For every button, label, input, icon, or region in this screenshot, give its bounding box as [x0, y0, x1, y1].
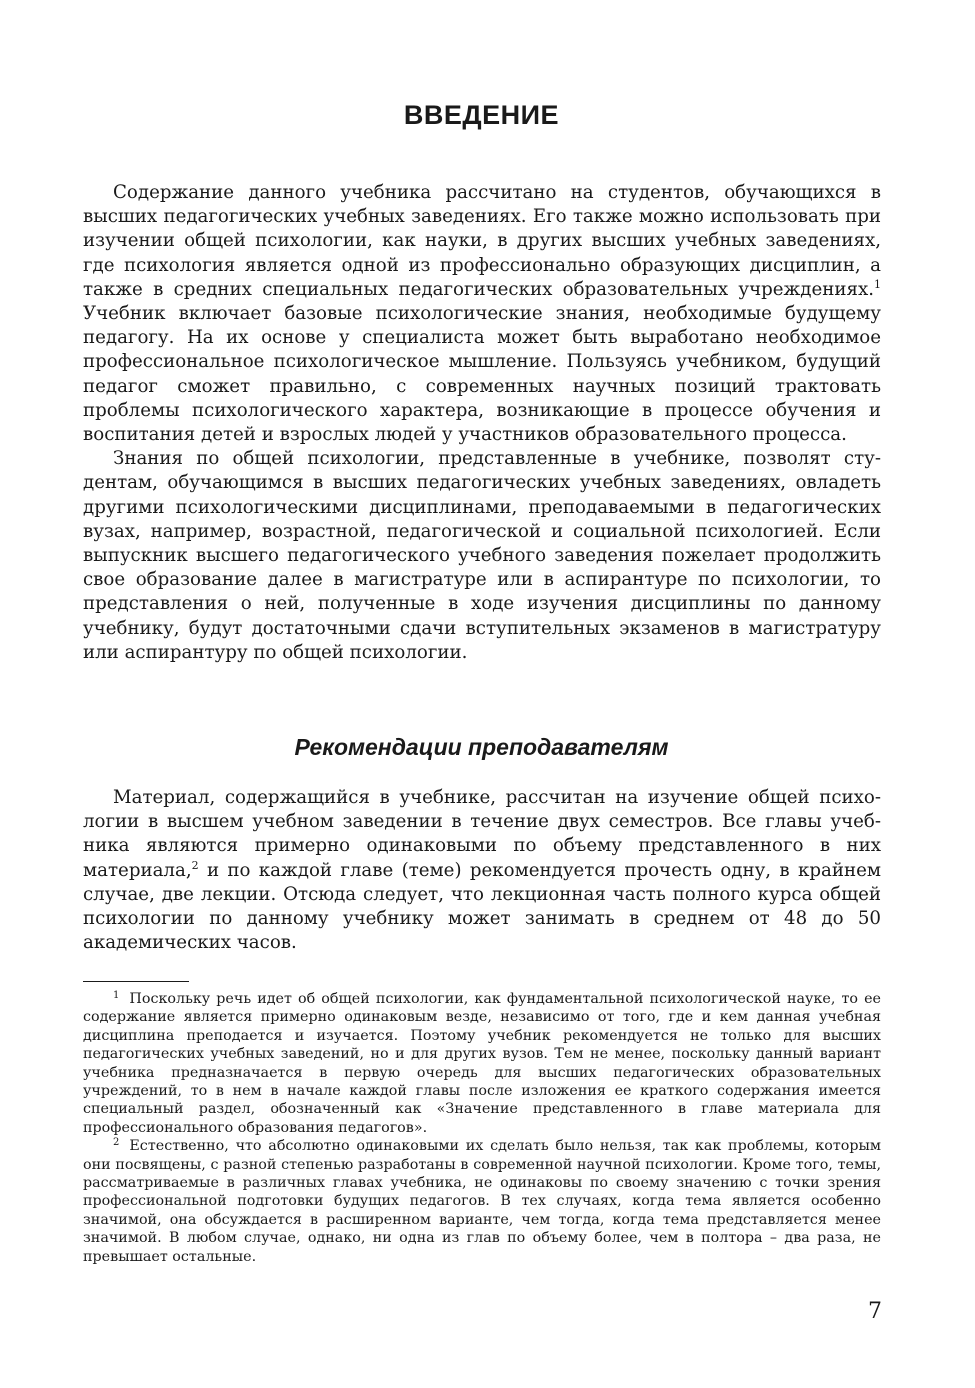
footnote-ref-1: 1 — [874, 277, 881, 291]
footnotes — [83, 990, 881, 1266]
intro-paragraph-1 — [83, 181, 881, 447]
footnote-2-mark: 2 — [113, 1137, 120, 1149]
intro-paragraph-1-text-a: Содержание данного учебника рассчитано на студентов, обучающихся в высших педагогических учебных заведениях. Его также можно использовать при изучении общей психологии, как науки, в других высших учебных заведениях, где психология является одной из профессионально образующих дисциплин, а также в средних специальных педагогических образовательных учреждениях. — [83, 182, 881, 300]
recommendations-text-b: и по каждой главе (теме) рекомендуется прочесть одну, в крайнем случае, две лекции. Отсюда следует, что лекционная часть полного курса общей психологии по данному учебнику может занимать в среднем от 48 до 50 академических часов. — [83, 859, 881, 954]
footnote-1-mark: 1 — [113, 990, 120, 1001]
footnote-divider — [83, 981, 189, 982]
intro-paragraph-1-text-b: Учебник включает базовые психологические знания, необходимые будущему педагогу. На их основе у специалиста может быть выработано необходимое профессиональное психологическое мышление. Пользуясь учебником, будущий педагог сможет правильно, с современных научных позиций трактовать проблемы психологического характера, возникающие в процессе обучения и воспитания детей и взрослых людей у участников образовательного процесса. — [83, 303, 881, 446]
footnote-ref-2: 2 — [191, 858, 199, 872]
page-number: 7 — [868, 1299, 882, 1324]
recommendations-section — [83, 786, 881, 955]
intro-paragraph-2: Знания по общей психологии, представленные в учебнике, позволят студентам, обучающимся в высших педагогических учебных заведениях, овладеть другими психологическими дисциплинами, преподаваемыми в педагогических вузах, например, возрастной, педагогической и социальной психологией. Если выпускник высшего педагогического учебного заведения пожелает продолжить свое образование далее в магистратуре или в аспирантуре по психологии, то представления о ней, полученные в ходе изучения дисциплины по данному учебнику, будут достаточными сдачи вступительных экзаменов в магистратуру или аспирантуру по общей психологии. — [83, 448, 881, 663]
footnote-1-text: Поскольку речь идет об общей психологии, как фундаментальной психологической науке, то ее содержание является примерно одинаковым везде, независимо от того, где и кем данная учебная дисциплина преподается и изучается. Поэтому учебник рекомендуется не только для высших педагогических учебных заведений, но и для других вузов. Тем не менее, поскольку данный вариант учебника предназначается в первую очередь для высших педагогических образовательных учреждений, то в нем в начале каждой главы после изложения ее краткого содержания имеется специальный раздел, обозначенный как «Значение представленного в главе материала для профессионального образования педагогов». — [83, 991, 881, 1136]
footnote-2 — [83, 1137, 881, 1266]
intro-section — [83, 181, 881, 665]
footnote-1 — [83, 990, 881, 1137]
section-title: Рекомендации преподавателям — [294, 734, 669, 760]
chapter-title: ВВЕДЕНИЕ — [403, 100, 560, 130]
recommendations-text-a: Материал, содержащийся в учебнике, рассчитан на изучение общей психологии в высшем учебном заведении в течение двух семестров. Все главы учебника являются примерно одинаковыми по объему представленного в них материала, — [83, 787, 881, 881]
recommendations-paragraph — [83, 786, 881, 955]
footnote-2-text: Естественно, что абсолютно одинаковыми их сделать было нельзя, так как проблемы, которым они посвящены, с разной степенью разработаны в современной научной психологии. Кроме того, темы, рассматриваемые в различных главах учебника, не одинаковы по своему значению с точки зрения профессиональной подготовки будущих педагогов. В тех случаях, когда тема является особенно значимой, она обсуждается в расширенном варианте, чем тогда, когда тема представляется менее значимой. В любом случае, однако, ни одна из глав по объему более, чем в полтора – два раза, не превышает остальные. — [83, 1138, 881, 1265]
